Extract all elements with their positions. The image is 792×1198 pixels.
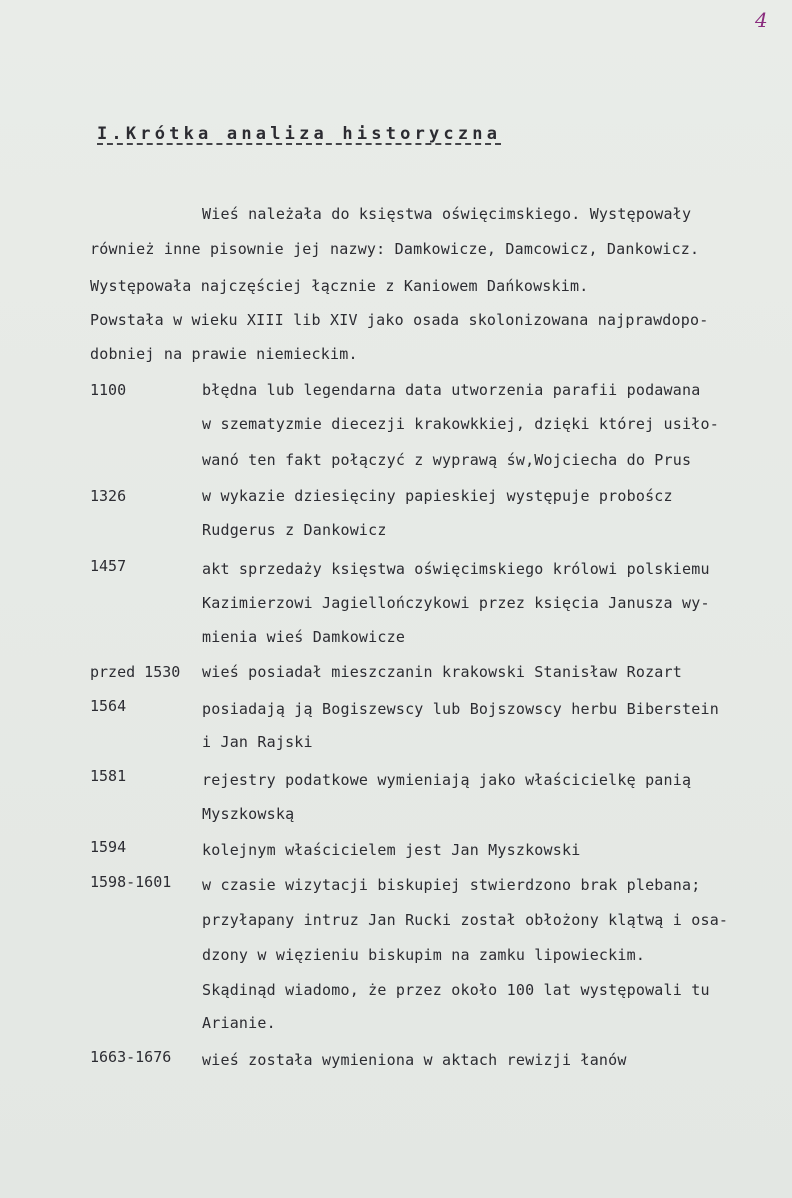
- intro-line: Występowała najczęściej łącznie z Kaniowem Dańkowskim.: [90, 277, 589, 295]
- entry-line: rejestry podatkowe wymieniają jako właścicielkę panią: [202, 771, 692, 789]
- entry-line: Myszkowską: [202, 805, 295, 823]
- entry-line: błędna lub legendarna data utworzenia parafii podawana: [202, 381, 701, 399]
- entry-line: Arianie.: [202, 1014, 276, 1032]
- entry-year: 1564: [90, 697, 127, 715]
- entry-line: kolejnym właścicielem jest Jan Myszkowski: [202, 841, 581, 859]
- intro-line: dobniej na prawie niemieckim.: [90, 345, 358, 363]
- entry-line: wieś posiadał mieszczanin krakowski Stanisław Rozart: [202, 663, 682, 681]
- entry-line: dzony w więzieniu biskupim na zamku lipowieckim.: [202, 946, 646, 964]
- entry-line: w czasie wizytacji biskupiej stwierdzono brak plebana;: [202, 876, 701, 894]
- intro-line: Wieś należała do księstwa oświęcimskiego. Występowały: [202, 205, 692, 223]
- entry-year: 1594: [90, 838, 127, 856]
- intro-line: również inne pisownie jej nazwy: Damkowicze, Damcowicz, Dankowicz.: [90, 240, 700, 258]
- entry-line: akt sprzedaży księstwa oświęcimskiego królowi polskiemu: [202, 560, 710, 578]
- entry-line: przyłapany intruz Jan Rucki został obłożony klątwą i osa-: [202, 911, 729, 929]
- entry-line: Skądinąd wiadomo, że przez około 100 lat występowali tu: [202, 981, 710, 999]
- entry-line: posiadają ją Bogiszewscy lub Bojszowscy herbu Biberstein: [202, 700, 719, 718]
- entry-line: w szematyzmie diecezji krakowkkiej, dzięki której usiło-: [202, 415, 719, 433]
- entry-line: mienia wieś Damkowicze: [202, 628, 406, 646]
- entry-line: w wykazie dziesięciny papieskiej występuje proboścz: [202, 487, 673, 505]
- entry-year: 1326: [90, 487, 127, 505]
- entry-year: przed 1530: [90, 663, 181, 681]
- section-title: I.Krótka analiza historyczna: [97, 124, 502, 144]
- entry-year: 1581: [90, 767, 127, 785]
- entry-line: Rudgerus z Dankowicz: [202, 521, 387, 539]
- entry-year: 1663-1676: [90, 1048, 172, 1066]
- entry-year: 1457: [90, 557, 127, 575]
- entry-line: i Jan Rajski: [202, 733, 313, 751]
- intro-line: Powstała w wieku XIII lib XIV jako osada skolonizowana najprawdopo-: [90, 311, 709, 329]
- page-number: 4: [755, 8, 768, 32]
- entry-line: Kazimierzowi Jagiellończykowi przez księcia Janusza wy-: [202, 594, 710, 612]
- entry-line: wieś została wymieniona w aktach rewizji łanów: [202, 1051, 627, 1069]
- entry-line: wanó ten fakt połączyć z wyprawą św,Wojciecha do Prus: [202, 451, 692, 469]
- entry-year: 1598-1601: [90, 873, 172, 891]
- entry-year: 1100: [90, 381, 127, 399]
